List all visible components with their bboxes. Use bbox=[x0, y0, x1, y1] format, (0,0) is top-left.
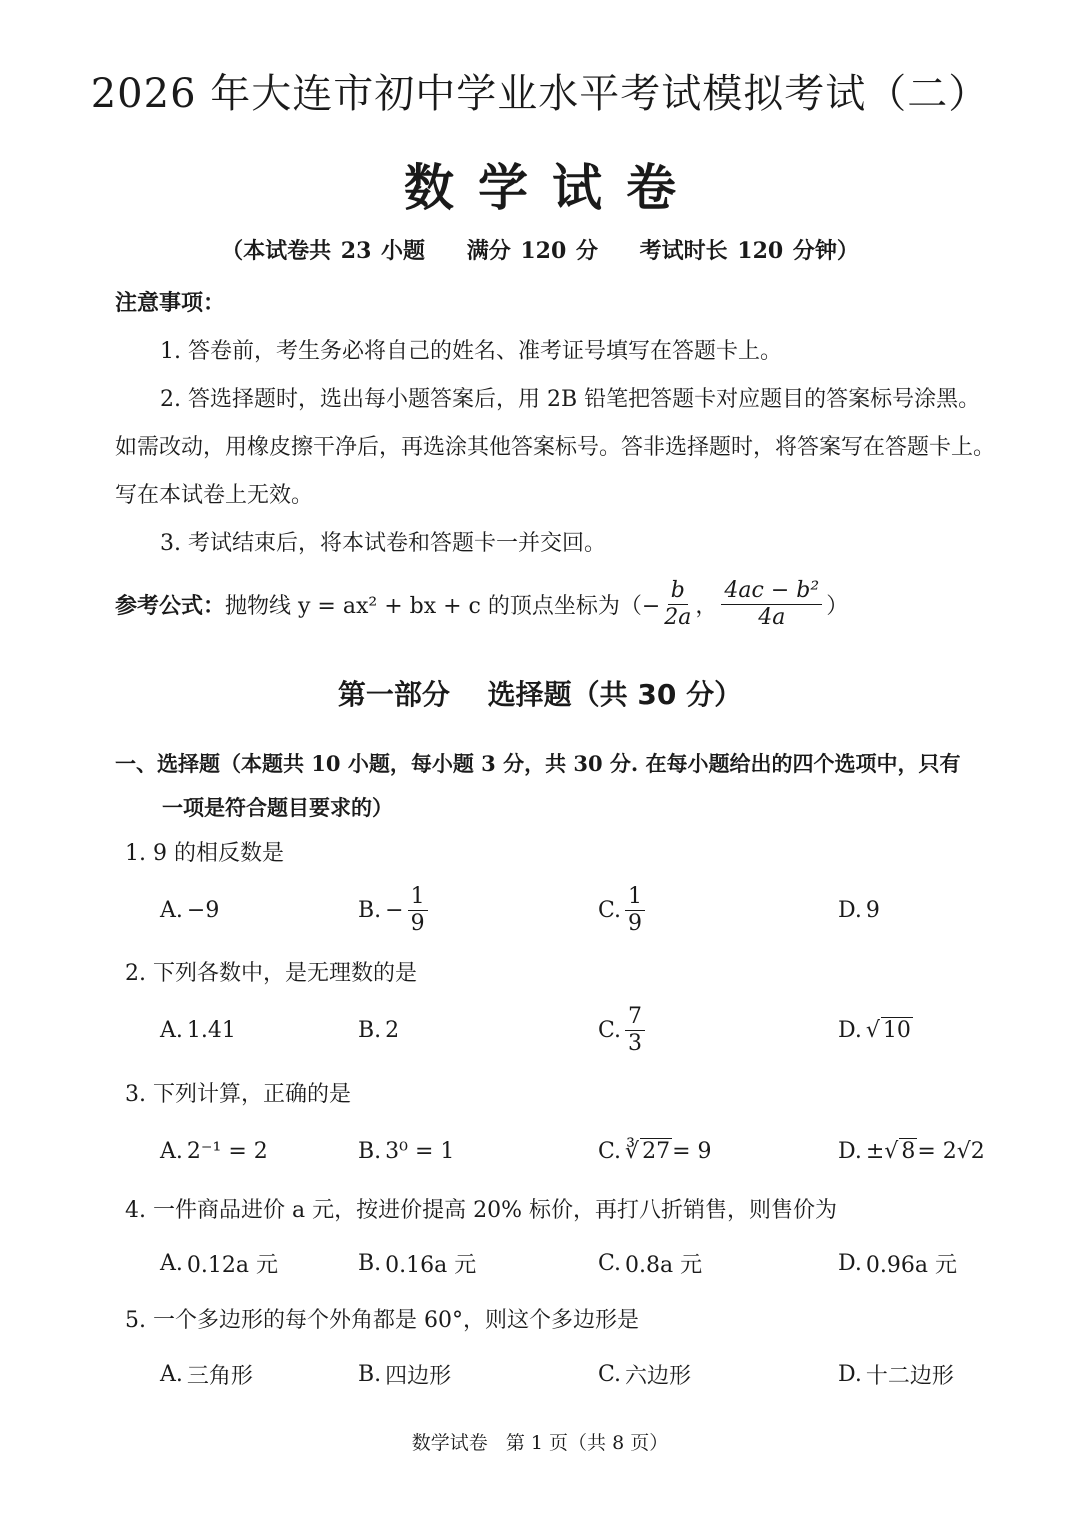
radical-sign: √ bbox=[865, 1017, 880, 1043]
option-text: 2⁻¹ = 2 bbox=[186, 1138, 268, 1164]
part-heading: 一、选择题（本题共 10 小题，每小题 3 分，共 30 分. 在每小题给出的四个选项中，只有 bbox=[115, 751, 961, 776]
section-title bbox=[0, 673, 1080, 713]
option-text: 六边形 bbox=[625, 1363, 692, 1389]
option-label: C. bbox=[598, 1361, 622, 1387]
fraction-numerator: b bbox=[668, 578, 688, 605]
formula-close: ） bbox=[826, 593, 849, 619]
option-label: A. bbox=[160, 897, 183, 923]
question-stem: 1. 9 的相反数是 bbox=[125, 841, 284, 866]
exam-title: 2026 年大连市初中学业水平考试模拟考试（二） bbox=[90, 71, 990, 117]
footer-page-number: 第 1 页（共 8 页） bbox=[505, 1432, 669, 1454]
option-b bbox=[358, 1348, 451, 1400]
notice-item-2-end: 写在本试卷上无效。 bbox=[115, 483, 314, 508]
option-text: 3⁰ = 1 bbox=[385, 1138, 455, 1164]
option-d bbox=[838, 884, 880, 936]
full-score: 满分 120 分 bbox=[466, 238, 598, 264]
fraction-numerator: 1 bbox=[625, 884, 645, 911]
radicand: 10 bbox=[882, 1018, 911, 1043]
option-text: 三角形 bbox=[186, 1363, 253, 1389]
option-text: 0.16a 元 bbox=[385, 1252, 477, 1278]
option-label: D. bbox=[838, 1138, 862, 1164]
formula-comma: ， bbox=[695, 593, 718, 619]
option-text: 十二边形 bbox=[865, 1363, 954, 1389]
fraction-denominator: 3 bbox=[628, 1030, 643, 1056]
radical-sign: ±√ bbox=[865, 1138, 899, 1164]
option-a bbox=[160, 1125, 268, 1177]
option-c bbox=[598, 1125, 712, 1177]
option-fraction bbox=[408, 884, 428, 937]
option-c bbox=[598, 1237, 702, 1289]
option-fraction bbox=[625, 884, 645, 937]
question-stem: 4. 一件商品进价 a 元，按进价提高 20% 标价，再打八折销售，则售价为 bbox=[125, 1198, 837, 1223]
option-text: 2 bbox=[385, 1017, 400, 1043]
option-label: A. bbox=[160, 1250, 183, 1276]
section-part: 第一部分 bbox=[337, 678, 450, 711]
fraction-denominator: 4a bbox=[758, 604, 786, 630]
radicand: 8 bbox=[901, 1139, 916, 1164]
reference-formula bbox=[115, 572, 848, 636]
exam-duration: 考试时长 120 分钟） bbox=[639, 238, 859, 264]
option-text: 四边形 bbox=[385, 1363, 452, 1389]
vertex-y-fraction bbox=[721, 578, 822, 631]
formula-label: 参考公式： bbox=[115, 592, 226, 619]
option-label: B. bbox=[358, 1250, 382, 1276]
exam-info bbox=[0, 234, 1080, 265]
fraction-numerator: 4ac − b² bbox=[721, 578, 822, 605]
fraction-denominator: 9 bbox=[628, 910, 643, 936]
fraction-denominator: 2a bbox=[664, 604, 692, 630]
notice-item-2: 2. 答选择题时，选出每小题答案后，用 2B 铅笔把答题卡对应题目的答案标号涂黑。 bbox=[160, 387, 981, 412]
option-b bbox=[358, 1004, 399, 1056]
option-label: C. bbox=[598, 1250, 622, 1276]
option-b bbox=[358, 884, 432, 936]
option-text: −9 bbox=[186, 897, 220, 923]
fraction-numerator: 1 bbox=[408, 884, 428, 911]
section-name: 选择题（共 30 分） bbox=[487, 678, 743, 711]
option-d bbox=[838, 1237, 957, 1289]
option-label: A. bbox=[160, 1138, 183, 1164]
option-text: 9 bbox=[865, 897, 880, 923]
part-heading-cont: 一项是符合题目要求的） bbox=[162, 795, 393, 820]
option-a bbox=[160, 1004, 236, 1056]
option-text: 1.41 bbox=[186, 1017, 236, 1043]
option-fraction bbox=[625, 1004, 645, 1057]
question-count: （本试卷共 23 小题 bbox=[221, 238, 426, 264]
option-result: = 9 bbox=[672, 1138, 712, 1164]
option-b bbox=[358, 1237, 476, 1289]
fraction-denominator: 9 bbox=[410, 910, 425, 936]
option-label: D. bbox=[838, 1017, 862, 1043]
option-label: D. bbox=[838, 1361, 862, 1387]
question-stem: 5. 一个多边形的每个外角都是 60°，则这个多边形是 bbox=[125, 1308, 639, 1333]
option-label: B. bbox=[358, 897, 382, 923]
option-label: C. bbox=[598, 1017, 622, 1043]
subject-title: 数学试卷 bbox=[404, 159, 700, 217]
radicand: 27 bbox=[642, 1139, 671, 1164]
radical-sign: ∛ bbox=[625, 1138, 640, 1164]
option-label: B. bbox=[358, 1017, 382, 1043]
option-text: 0.12a 元 bbox=[186, 1252, 278, 1278]
option-b bbox=[358, 1125, 454, 1177]
option-a bbox=[160, 884, 219, 936]
option-c bbox=[598, 884, 649, 936]
option-sign: − bbox=[385, 897, 404, 923]
notice-title: 注意事项： bbox=[115, 290, 226, 316]
formula-text: 抛物线 y = ax² + bx + c 的顶点坐标为（− bbox=[225, 593, 661, 619]
option-result: = 2√2 bbox=[917, 1138, 985, 1164]
page-footer bbox=[0, 1428, 1080, 1455]
option-text: 0.96a 元 bbox=[865, 1252, 957, 1278]
vertex-x-fraction bbox=[664, 578, 691, 631]
option-a bbox=[160, 1237, 278, 1289]
option-label: C. bbox=[598, 897, 622, 923]
question-stem: 3. 下列计算，正确的是 bbox=[125, 1082, 351, 1107]
option-label: D. bbox=[838, 1250, 862, 1276]
fraction-numerator: 7 bbox=[625, 1004, 645, 1031]
option-label: A. bbox=[160, 1361, 183, 1387]
option-c bbox=[598, 1004, 649, 1056]
notice-item-1: 1. 答卷前，考生务必将自己的姓名、准考证号填写在答题卡上。 bbox=[160, 339, 782, 364]
option-d bbox=[838, 1348, 954, 1400]
option-label: A. bbox=[160, 1017, 183, 1043]
option-text: 0.8a 元 bbox=[625, 1252, 703, 1278]
option-d bbox=[838, 1125, 985, 1177]
question-stem: 2. 下列各数中，是无理数的是 bbox=[125, 961, 417, 986]
notice-item-3: 3. 考试结束后，将本试卷和答题卡一并交回。 bbox=[160, 531, 606, 556]
option-a bbox=[160, 1348, 253, 1400]
notice-item-2-cont: 如需改动，用橡皮擦干净后，再选涂其他答案标号。答非选择题时，将答案写在答题卡上。 bbox=[115, 435, 996, 460]
option-c bbox=[598, 1348, 691, 1400]
footer-subject: 数学试卷 bbox=[411, 1432, 488, 1454]
option-label: B. bbox=[358, 1138, 382, 1164]
option-label: D. bbox=[838, 897, 862, 923]
option-label: C. bbox=[598, 1138, 622, 1164]
option-d bbox=[838, 1004, 913, 1056]
option-label: B. bbox=[358, 1361, 382, 1387]
